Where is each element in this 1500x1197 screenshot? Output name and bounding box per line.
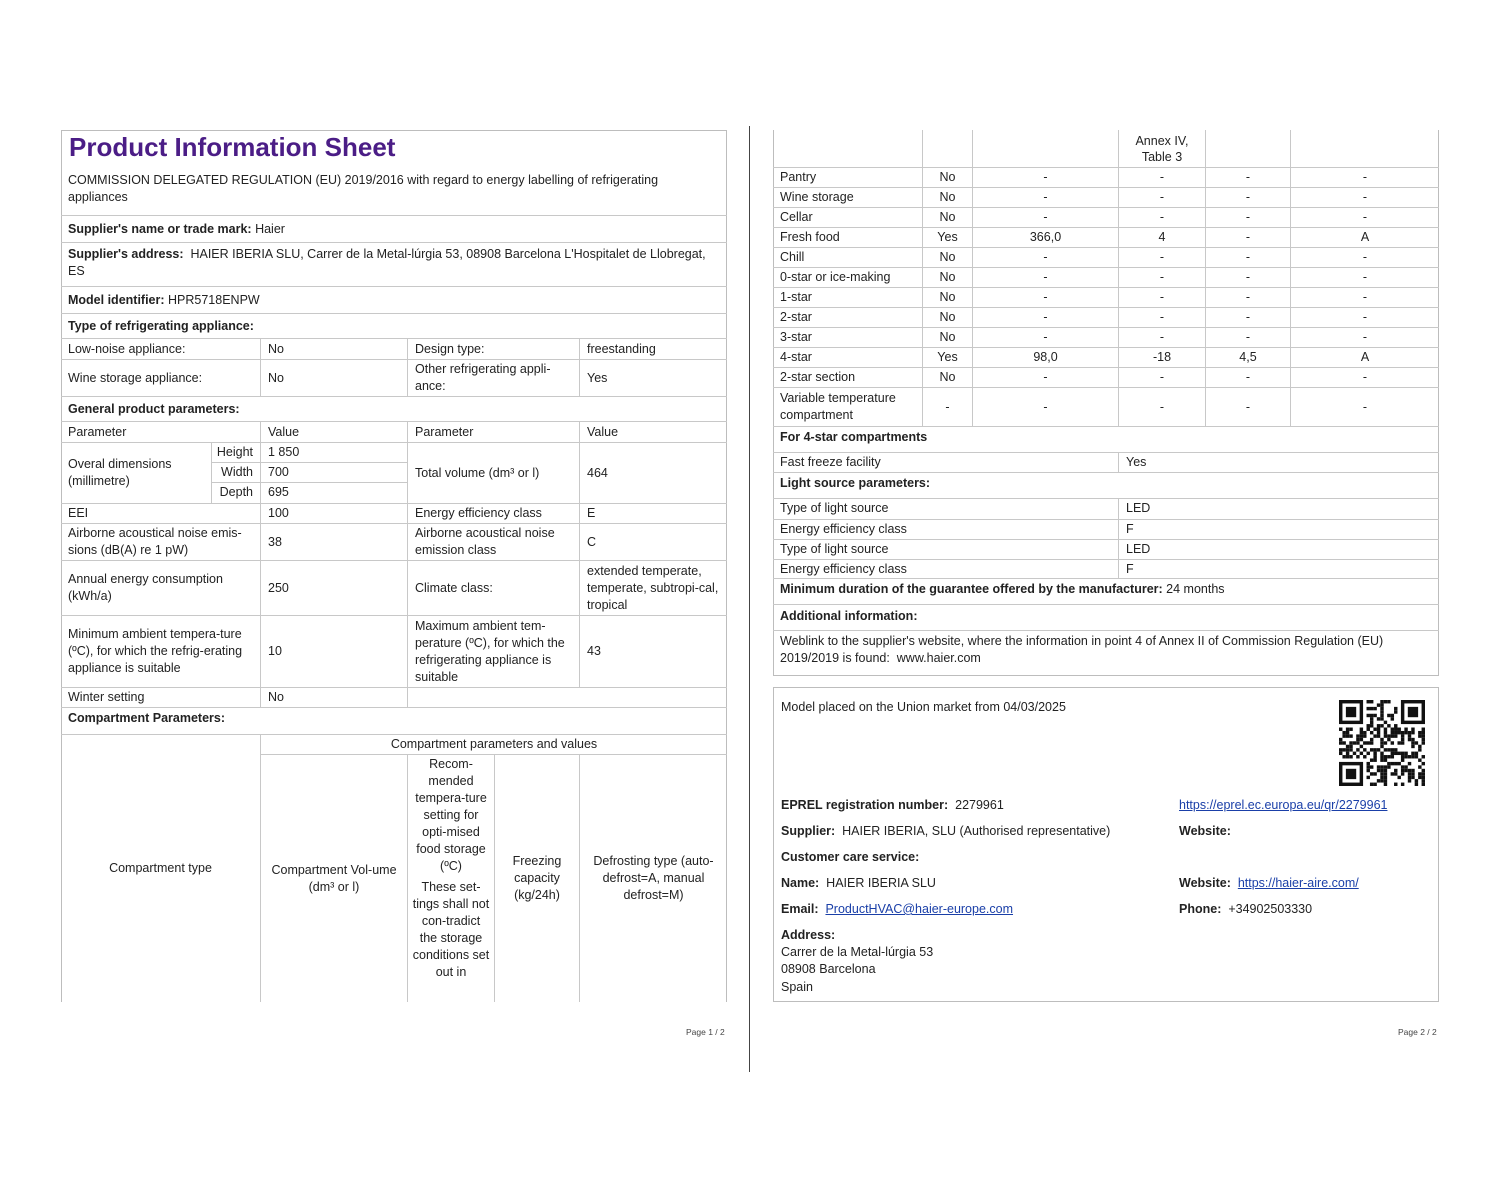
- compartment-temp: -: [1159, 270, 1165, 284]
- compartment-name: 2-star: [780, 310, 812, 324]
- page-1: [61, 130, 727, 1002]
- compartment-name: Fresh food: [780, 230, 840, 244]
- fast-freeze-label: Fast freeze facility: [780, 455, 881, 469]
- light-label-3: Type of light source: [780, 542, 889, 556]
- compartment-freezing: -: [1245, 170, 1251, 184]
- gp-label-winter-2: [408, 688, 579, 707]
- page-title: Product Information Sheet: [69, 132, 396, 162]
- gp-value-eei: 100: [268, 506, 289, 520]
- weblink-row: [773, 632, 1433, 672]
- model-label: Model identifier:: [68, 292, 165, 307]
- compartment-volume: 366,0: [1029, 230, 1062, 244]
- compartment-present: No: [939, 270, 956, 284]
- compartment-present: No: [939, 250, 956, 264]
- compartment-present: Yes: [937, 230, 958, 244]
- comp-header-recommended: [408, 755, 494, 1002]
- gp-header-value: Value: [268, 424, 300, 439]
- gp-value-winter: No: [268, 690, 284, 704]
- compartment-volume: -: [1043, 290, 1048, 304]
- compartment-present: Yes: [937, 350, 958, 364]
- qr-code[interactable]: [1339, 700, 1425, 786]
- type-value2-2: Yes: [587, 370, 608, 385]
- compartment-defrost: -: [1362, 399, 1368, 414]
- gp-label-climate: Climate class:: [415, 580, 493, 595]
- compartment-name: 0-star or ice-making: [780, 270, 891, 284]
- compartment-heading: Compartment Parameters:: [68, 710, 225, 725]
- comp-header-recommended-note: These set-tings shall not con-tradict the storage conditions set out in: [412, 880, 490, 979]
- compartment-temp: -: [1159, 250, 1165, 264]
- compartment-defrost: -: [1362, 250, 1368, 264]
- gp-value-min-ambient: 10: [268, 644, 282, 658]
- gp-value-climate: extended temperate, temperate, subtropi-cal, tropical: [587, 563, 719, 612]
- compartment-volume: -: [1043, 330, 1048, 344]
- guarantee-row: [773, 579, 1439, 599]
- gp-label-min-ambient: Minimum ambient tempera-ture (ºC), for which the refrig-erating appliance is suitable: [68, 627, 243, 675]
- gp-label-noise: Airborne acoustical noise emis-sions (dB(A) re 1 pW): [68, 526, 242, 557]
- light-value-3: LED: [1126, 542, 1151, 556]
- type-value-1: No: [268, 341, 284, 356]
- additional-heading: Additional information:: [780, 609, 918, 623]
- gp-value-max-ambient: 43: [587, 644, 601, 658]
- email-link[interactable]: ProductHVAC@haier-europe.com: [825, 902, 1014, 916]
- care-website-label: Website:: [1179, 876, 1231, 890]
- address-line-2: 08908 Barcelona: [781, 962, 876, 976]
- compartment-defrost: -: [1362, 190, 1368, 204]
- compartment-present: No: [939, 210, 956, 224]
- supplier-name-row: [61, 216, 727, 242]
- care-name-row: [781, 875, 936, 892]
- compartment-name: Pantry: [780, 170, 817, 184]
- type-value-2: No: [268, 370, 284, 385]
- compartment-present: No: [939, 310, 956, 324]
- phone-label: Phone:: [1179, 902, 1222, 916]
- light-value-4: F: [1126, 561, 1134, 576]
- model-identifier: HPR5718ENPW: [168, 292, 260, 307]
- comp-header-recommended-text: Recom-mended tempera-ture setting for opti-mised food storage (ºC): [415, 757, 487, 873]
- compartment-name: Wine storage: [780, 190, 854, 204]
- gp-value-noise: 38: [268, 534, 282, 549]
- compartment-temp: -: [1159, 170, 1165, 184]
- compartment-volume: -: [1043, 310, 1048, 324]
- compartment-defrost: -: [1362, 170, 1368, 184]
- gp-value-winter-2: [580, 688, 727, 707]
- address-label: Address:: [781, 928, 836, 942]
- gp-label-annual-energy: Annual energy consumption (kWh/a): [68, 572, 223, 603]
- compartment-freezing: -: [1245, 290, 1251, 304]
- compartment-present: No: [939, 330, 956, 344]
- gp-value-noise-class: C: [587, 534, 597, 549]
- supplier-row: [781, 823, 1110, 840]
- comp-header-defrosting: Defrosting type (auto-defrost=A, manual defrost=M): [593, 854, 714, 902]
- gp-label-noise-class: Airborne acoustical noise emission class: [415, 526, 555, 557]
- compartment-present: -: [945, 399, 950, 414]
- compartment-defrost: A: [1360, 350, 1370, 364]
- depth-value: 695: [268, 485, 289, 499]
- compartment-name: 1-star: [780, 290, 812, 304]
- supplier-value: HAIER IBERIA, SLU (Authorised representative): [842, 824, 1111, 838]
- compartment-freezing: -: [1245, 330, 1251, 344]
- compartment-defrost: -: [1362, 370, 1368, 384]
- width-value: 700: [268, 465, 289, 479]
- comp-header-type: Compartment type: [109, 861, 212, 875]
- type-label-1: Low-noise appliance:: [68, 341, 186, 356]
- comp-header-freezing: Freezing capacity (kg/24h): [512, 854, 562, 902]
- compartment-volume: -: [1043, 370, 1048, 384]
- light-value-2: F: [1126, 522, 1134, 536]
- gp-label-energy-class: Energy efficiency class: [415, 506, 542, 520]
- supplier-address-row: [61, 243, 721, 285]
- website-label: Website:: [1179, 824, 1231, 838]
- four-star-heading: For 4-star compartments: [780, 429, 928, 444]
- compartment-freezing: -: [1245, 399, 1251, 414]
- page-number-2: Page 2 / 2: [1398, 1027, 1437, 1037]
- type-label2-2: Other refrigerating appli-ance:: [415, 362, 551, 393]
- compartment-present: No: [939, 290, 956, 304]
- gp-label-eei: EEI: [68, 506, 89, 520]
- compartment-freezing: -: [1245, 370, 1251, 384]
- compartment-defrost: -: [1362, 310, 1368, 324]
- compartment-defrost: -: [1362, 330, 1368, 344]
- model-row: [61, 287, 727, 313]
- email-label: Email:: [781, 902, 819, 916]
- compartment-present: No: [939, 190, 956, 204]
- compartment-temp: -: [1159, 370, 1165, 384]
- placed-on-market: Model placed on the Union market from 04/03/2025: [781, 700, 1066, 714]
- total-volume-label: Total volume (dm³ or l): [415, 465, 540, 480]
- compartment-volume: -: [1043, 210, 1048, 224]
- care-website-row: [1179, 875, 1359, 892]
- gp-header-parameter-2: Parameter: [415, 424, 474, 439]
- compartment-freezing: -: [1245, 210, 1251, 224]
- address-line-1: Carrer de la Metal-lúrgia 53: [781, 945, 934, 959]
- compartment-temp: -: [1159, 290, 1165, 304]
- address-line-3: Spain: [781, 980, 813, 994]
- page-divider: [749, 126, 750, 1072]
- email-row: [781, 901, 1013, 918]
- page-2: [773, 130, 1439, 1002]
- compartment-freezing: -: [1245, 250, 1251, 264]
- light-heading: Light source parameters:: [780, 475, 931, 490]
- supplier-address-label: Supplier's address:: [68, 247, 184, 261]
- compartment-defrost: -: [1362, 290, 1368, 304]
- eprel-label: EPREL registration number:: [781, 798, 949, 812]
- compartment-name: 2-star section: [780, 370, 856, 384]
- phone-value: +34902503330: [1228, 902, 1313, 916]
- comp-group-header: Compartment parameters and values: [390, 737, 598, 751]
- compartment-defrost: -: [1362, 210, 1368, 224]
- height-value: 1 850: [268, 445, 300, 459]
- compartment-name: Chill: [780, 250, 805, 264]
- general-heading: General product parameters:: [68, 401, 240, 416]
- guarantee-label: Minimum duration of the guarantee offered by the manufacturer:: [780, 581, 1163, 596]
- compartment-temp: -: [1159, 399, 1165, 414]
- care-name-value: HAIER IBERIA SLU: [826, 876, 936, 890]
- gp-label-max-ambient: Maximum ambient tem-perature (ºC), for which the refrigerating appliance is suitable: [415, 618, 565, 684]
- eprel-row: [781, 797, 1004, 814]
- light-value-1: LED: [1126, 501, 1151, 515]
- guarantee-value: 24 months: [1166, 581, 1225, 596]
- compartment-name: Cellar: [780, 210, 813, 224]
- compartment-temp: -: [1159, 210, 1165, 224]
- compartment-volume: -: [1043, 270, 1048, 284]
- type-label-2: Wine storage appliance:: [68, 370, 203, 385]
- compartment-defrost: A: [1360, 230, 1370, 244]
- compartment-volume: -: [1043, 250, 1048, 264]
- care-website-link[interactable]: https://haier-aire.com/: [1237, 876, 1359, 890]
- height-label: Height: [216, 445, 253, 459]
- light-label-2: Energy efficiency class: [780, 522, 907, 536]
- compartment-volume: -: [1043, 190, 1048, 204]
- page-number-1: Page 1 / 2: [686, 1027, 725, 1037]
- depth-label: Depth: [219, 485, 253, 499]
- compartment-freezing: -: [1245, 270, 1251, 284]
- supplier-name-label: Supplier's name or trade mark:: [68, 221, 252, 236]
- fast-freeze-value: Yes: [1126, 455, 1147, 469]
- compartment-temp: -: [1159, 190, 1165, 204]
- supplier-label: Supplier:: [781, 824, 836, 838]
- compartment-name: Variable temperature compartment: [780, 391, 896, 422]
- compartment-freezing: 4,5: [1239, 350, 1257, 364]
- compartment-name: 4-star: [780, 350, 812, 364]
- gp-header-parameter: Parameter: [68, 424, 127, 439]
- compartment-present: No: [939, 370, 956, 384]
- compartment-name: 3-star: [780, 330, 812, 344]
- compartment-temp: -: [1159, 310, 1165, 324]
- type-heading: Type of refrigerating appliance:: [68, 318, 254, 333]
- gp-value-annual-energy: 250: [268, 580, 289, 595]
- compartment-freezing: -: [1245, 230, 1251, 244]
- gp-value-energy-class: E: [587, 506, 596, 520]
- weblink-value[interactable]: www.haier.com: [896, 651, 981, 665]
- type-label2-1: Design type:: [415, 341, 485, 356]
- gp-label-winter: Winter setting: [68, 690, 145, 704]
- compartment-volume: -: [1043, 399, 1048, 414]
- supplier-name: Haier: [255, 221, 285, 236]
- light-label-1: Type of light source: [780, 501, 889, 515]
- compartment-volume: 98,0: [1033, 350, 1058, 364]
- regulation-text: COMMISSION DELEGATED REGULATION (EU) 2019/2016 with regard to energy labelling of refrigerating appliances: [68, 173, 659, 204]
- annex-header: Annex IV, Table 3: [1135, 134, 1189, 164]
- width-label: Width: [221, 465, 253, 479]
- compartment-freezing: -: [1245, 190, 1251, 204]
- type-value2-1: freestanding: [587, 341, 656, 356]
- compartment-volume: -: [1043, 170, 1048, 184]
- compartment-freezing: -: [1245, 310, 1251, 324]
- eprel-number: 2279961: [955, 798, 1004, 812]
- compartment-temp: -: [1159, 330, 1165, 344]
- compartment-temp: -18: [1152, 350, 1172, 364]
- comp-header-volume: Compartment Vol-ume (dm³ or l): [271, 862, 397, 894]
- gp-header-value-2: Value: [587, 424, 619, 439]
- light-label-4: Energy efficiency class: [780, 561, 907, 576]
- compartment-temp: 4: [1158, 230, 1166, 244]
- care-name-label: Name:: [781, 876, 820, 890]
- total-volume-value: 464: [587, 465, 608, 480]
- phone-row: [1179, 901, 1312, 918]
- supplier-address: HAIER IBERIA SLU, Carrer de la Metal-lúrgia 53, 08908 Barcelona L'Hospitalet de Llobregat, ES: [68, 247, 706, 278]
- weblink-text: Weblink to the supplier's website, where the information in point 4 of Annex II of Commission Regulation (EU) 2019/2019 is found:: [780, 634, 1384, 665]
- compartment-defrost: -: [1362, 270, 1368, 284]
- eprel-link[interactable]: https://eprel.ec.europa.eu/qr/2279961: [1179, 798, 1388, 812]
- compartment-present: No: [939, 170, 956, 184]
- customer-care-label: Customer care service:: [781, 850, 920, 864]
- dimensions-label: Overal dimensions (millimetre): [68, 457, 172, 488]
